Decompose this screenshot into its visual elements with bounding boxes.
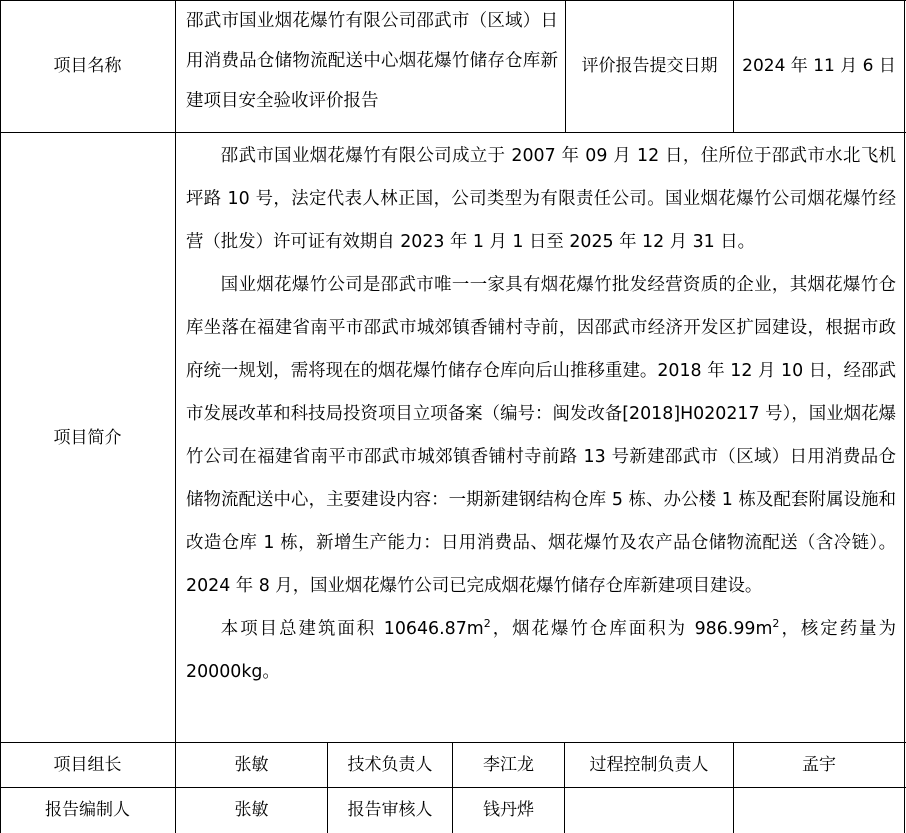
report-reviewer-label: 报告审核人 [347, 800, 433, 820]
empty-cell-b [734, 788, 904, 832]
superscript-2: 2 [483, 617, 491, 630]
project-intro-label: 项目简介 [53, 427, 122, 448]
intro-paragraph-2: 国业烟花爆竹公司是邵武市唯一一家具有烟花爆竹批发经营资质的企业，其烟花爆竹仓库坐落在福建省南平市邵武市城郊镇香铺村寺前，因邵武市经济开发区扩园建设，根据市政府统一规划，需将现在的烟花爆竹储存仓库向后山推移重建。2018 年 12 月 10 日，经邵武市发展改革和科技局投资项目立项备案（编号：闽发改备[2018]H020217 号），国业烟花爆竹公司在福建省南平市邵武市城郊镇香铺村寺前路 13 号新建邵武市（区域）日用消费品仓储物流配送中心，主要建设内容：一期新建钢结构仓库 5 栋、办公楼 1 栋及配套附属设施和改造仓库 1 栋，新增生产能力：日用消费品、烟花爆竹及农产品仓储物流配送（含冷链）。2024 年 8 月，国业烟花爆竹公司已完成烟花爆竹储存仓库新建项目建设。 [186, 275, 896, 596]
area-text-a: 本项目总建筑面积 10646.87m [220, 619, 484, 639]
report-author-label: 报告编制人 [45, 800, 130, 820]
area-text-b: ，烟花爆竹仓库面积为 986.99m [490, 619, 773, 639]
project-name-label: 项目名称 [53, 56, 122, 76]
team-leader-label: 项目组长 [53, 755, 122, 775]
table-border-right [904, 0, 905, 833]
submission-date-label-text: 评价报告提交日期 [581, 56, 718, 76]
tech-lead-value: 李江龙 [483, 755, 534, 775]
submission-date-value: 2024 年 11 月 6 日 [742, 56, 896, 76]
process-control-value: 孟宇 [802, 755, 836, 775]
intro-paragraph-3 [186, 608, 896, 694]
report-reviewer-value: 钱丹烨 [483, 800, 534, 820]
team-leader-value: 张敏 [234, 755, 269, 775]
superscript-2b: 2 [772, 617, 780, 630]
empty-cell-a [565, 788, 733, 832]
area-text-c: ，核定药量为 20000kg。 [186, 619, 896, 682]
project-name-value: 邵武市国业烟花爆竹有限公司邵武市（区域）日用消费品仓储物流配送中心烟花爆竹储存仓库新建项目安全验收评价报告 [186, 11, 558, 111]
process-control-label: 过程控制负责人 [589, 755, 709, 775]
submission-date-label [566, 0, 733, 132]
label-column-divider [175, 0, 176, 833]
project-intro-body [186, 135, 896, 694]
intro-paragraph-1: 邵武市国业烟花爆竹有限公司成立于 2007 年 09 月 12 日，住所位于邵武市水北飞机坪路 10 号，法定代表人林正国，公司类型为有限责任公司。国业烟花爆竹公司烟花爆竹经营（批发）许可证有效期自 2023 年 1 月 1 日至 2025 年 12 月 31 日。 [186, 146, 896, 252]
report-author-value: 张敏 [234, 800, 269, 820]
tech-lead-label: 技术负责人 [347, 755, 433, 775]
